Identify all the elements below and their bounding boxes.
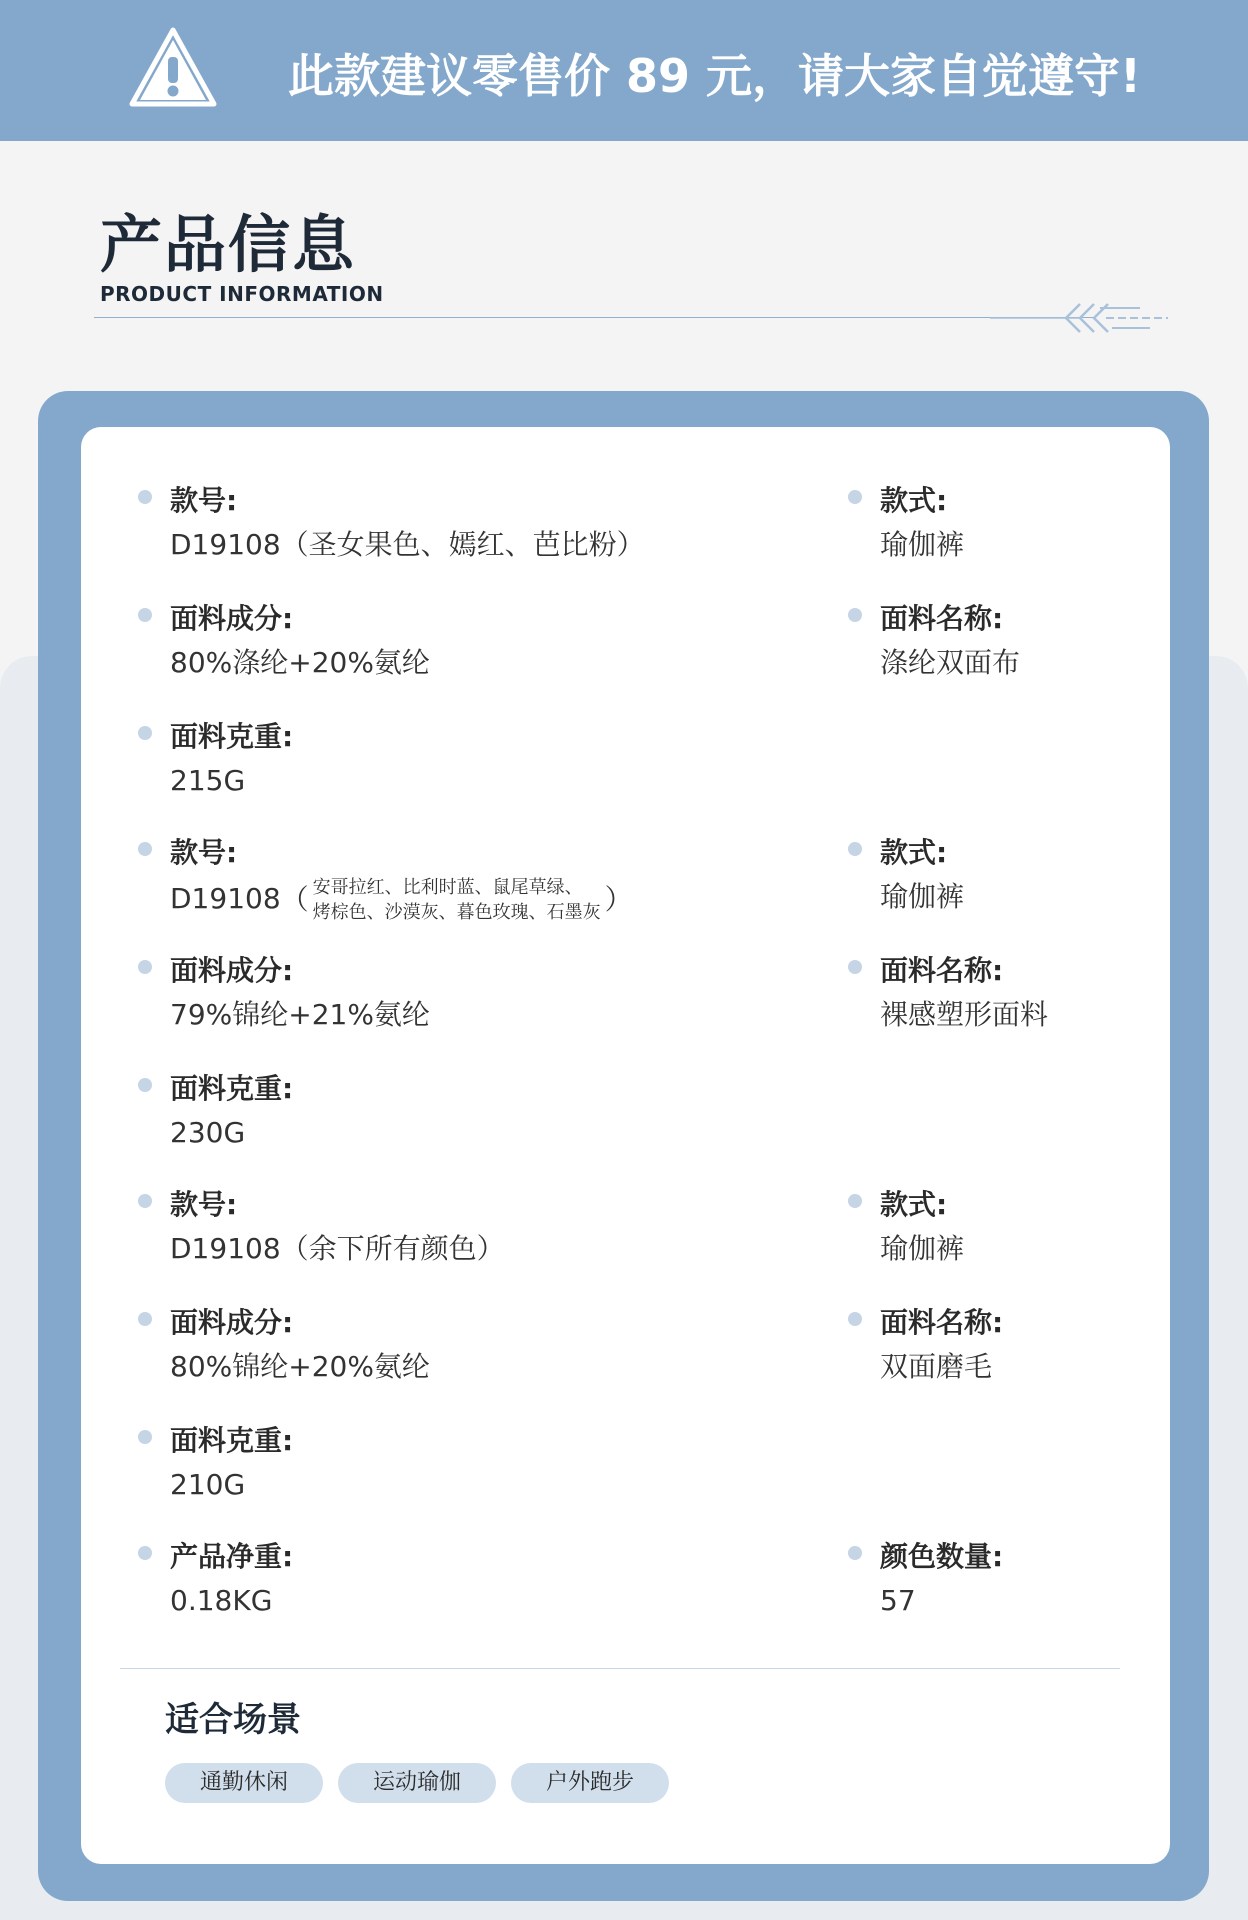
g1-fabric-label: 面料名称: [880,602,1004,635]
g2-comp-label: 面料成分: [170,954,294,987]
scene-title: 适合场景 [165,1700,301,1740]
top-banner [0,0,1248,141]
net-weight [170,1535,293,1623]
g3-comp-label: 面料成分: [170,1306,294,1339]
g2-style-no-code: D19108 [170,882,281,915]
bullet-dot [848,960,862,974]
scene-tag-yoga: 运动瑜伽 [338,1763,496,1803]
color-count [880,1535,1003,1623]
bullet-dot [138,1312,152,1326]
scene-divider [120,1668,1120,1669]
page-title: 产品信息 [100,208,357,281]
g1-weight-label: 面料克重: [170,720,294,753]
paren-close: ） [604,883,633,916]
g1-comp-value: 80%涤纶+20%氨纶 [170,646,430,679]
g2-type-label: 款式: [880,836,948,869]
net-weight-label: 产品净重: [170,1540,294,1573]
page-subtitle: PRODUCT INFORMATION [100,282,384,306]
bullet-dot [138,1430,152,1444]
g2-type [880,831,964,919]
g2-style-no-value [170,875,633,925]
bullet-dot [138,1546,152,1560]
g3-comp-value: 80%锦纶+20%氨纶 [170,1350,430,1383]
bullet-dot [138,490,152,504]
bullet-dot [138,608,152,622]
g2-fabric-name [880,949,1048,1037]
g1-composition [170,597,430,685]
g3-fabric-name [880,1301,1003,1389]
g1-fabric-name [880,597,1020,685]
bullet-dot [848,842,862,856]
g1-style-no-label: 款号: [170,484,238,517]
g1-style-no-value: D19108（圣女果色、嫣红、芭比粉） [170,528,645,561]
g1-weight-value: 215G [170,764,246,797]
g3-composition [170,1301,430,1389]
g2-type-value: 瑜伽裤 [880,880,965,913]
g2-fabric-value: 裸感塑形面料 [880,998,1049,1031]
g3-type-value: 瑜伽裤 [880,1232,965,1265]
g3-weight [170,1419,293,1507]
g1-comp-label: 面料成分: [170,602,294,635]
g2-style-no [170,831,633,925]
g3-weight-label: 面料克重: [170,1424,294,1457]
scene-tag-commute: 通勤休闲 [165,1763,323,1803]
header-underline [94,317,1094,318]
g2-composition [170,949,430,1037]
net-weight-value: 0.18KG [170,1584,273,1617]
scene-tag-running: 户外跑步 [511,1763,669,1803]
g3-style-no [170,1183,505,1271]
g2-color-list [313,875,601,925]
retail-price-notice: 此款建议零售价 89 元，请大家自觉遵守! [288,49,1142,103]
color-count-label: 颜色数量: [880,1540,1004,1573]
g3-style-no-label: 款号: [170,1188,238,1221]
bullet-dot [138,1078,152,1092]
bullet-dot [848,1194,862,1208]
g3-weight-value: 210G [170,1468,246,1501]
g1-fabric-value: 涤纶双面布 [880,646,1021,679]
bullet-dot [138,842,152,856]
bullet-dot [138,1194,152,1208]
g2-color-list-line1: 安哥拉红、比利时蓝、鼠尾草绿、 [312,877,583,898]
g1-weight [170,715,293,803]
g2-weight [170,1067,293,1155]
g2-comp-value: 79%锦纶+21%氨纶 [170,998,430,1031]
bullet-dot [138,960,152,974]
g3-type [880,1183,964,1271]
section-header [100,210,384,306]
g2-weight-label: 面料克重: [170,1072,294,1105]
g1-type-value: 瑜伽裤 [880,528,965,561]
g2-weight-value: 230G [170,1116,246,1149]
bullet-dot [848,1546,862,1560]
g3-type-label: 款式: [880,1188,948,1221]
g2-fabric-label: 面料名称: [880,954,1004,987]
bullet-dot [848,490,862,504]
g1-type-label: 款式: [880,484,948,517]
bullet-dot [138,726,152,740]
g3-fabric-label: 面料名称: [880,1306,1004,1339]
g1-type [880,479,964,567]
g3-style-no-value: D19108（余下所有颜色） [170,1232,505,1265]
g3-fabric-value: 双面磨毛 [880,1350,993,1383]
color-count-value: 57 [880,1584,916,1617]
chevron-decoration-icon [990,296,1170,336]
g2-color-list-line2: 烤棕色、沙漠灰、暮色玫瑰、石墨灰 [312,902,601,923]
g1-style-no [170,479,645,567]
bullet-dot [848,608,862,622]
paren-open: （ [280,883,309,916]
warning-triangle-icon [126,24,220,112]
bullet-dot [848,1312,862,1326]
g2-style-no-label: 款号: [170,836,238,869]
